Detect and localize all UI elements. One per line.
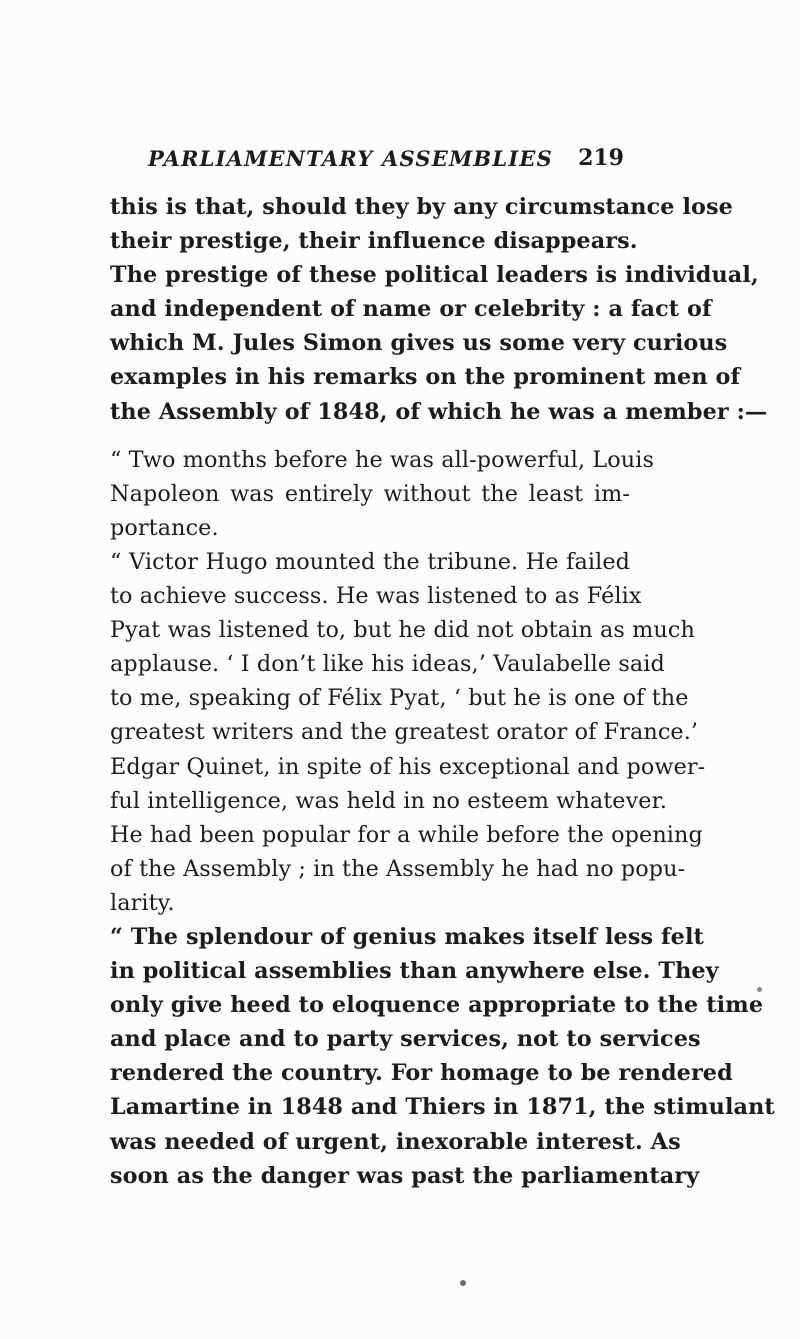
- text-line: the Assembly of 1848, of which he was a member :—: [110, 398, 768, 425]
- quote-line: ful intelligence, was held in no esteem whatever.: [110, 787, 668, 814]
- quote-line: Edgar Quinet, in spite of his exceptional and power-: [110, 753, 706, 780]
- ink-speck: [460, 1280, 466, 1286]
- quote-line: Pyat was listened to, but he did not obtain as much: [110, 617, 695, 644]
- quote-line: was needed of urgent, inexorable interest. As: [110, 1128, 681, 1155]
- page-header: [148, 146, 624, 176]
- quote-line: portance.: [110, 514, 219, 541]
- quote-line: in political assemblies than anywhere else. They: [110, 958, 719, 985]
- quote-line: He had been popular for a while before the opening: [110, 821, 703, 848]
- quote-line: rendered the country. For homage to be rendered: [110, 1060, 733, 1087]
- quote-line: to achieve success. He was listened to as Félix: [110, 583, 642, 610]
- quote-line: “ Two months before he was all-powerful, Louis: [110, 446, 654, 473]
- text-line: this is that, should they by any circumstance lose: [110, 194, 733, 220]
- running-head: PARLIAMENTARY ASSEMBLIES: [148, 146, 553, 171]
- quote-line: larity.: [110, 889, 175, 916]
- paragraph-gap: [110, 429, 630, 443]
- quote-line: applause. ‘ I don’t like his ideas,’ Vaulabelle said: [110, 651, 665, 678]
- quote-line: to me, speaking of Félix Pyat, ‘ but he is one of the: [110, 685, 689, 712]
- page-number: 219: [578, 145, 624, 171]
- quote-line: of the Assembly ; in the Assembly he had no popu-: [110, 855, 686, 882]
- quote-line: greatest writers and the greatest orator of France.’: [110, 719, 699, 746]
- body-text: [110, 190, 775, 1193]
- quote-line: “ Victor Hugo mounted the tribune. He failed: [110, 548, 630, 575]
- text-line: which M. Jules Simon gives us some very curious: [110, 330, 728, 357]
- quote-line: Napoleon was entirely without the least im-: [110, 480, 630, 507]
- text-line: The prestige of these political leaders is individual,: [110, 262, 759, 289]
- ink-speck: [757, 987, 762, 992]
- text-line: examples in his remarks on the prominent men of: [110, 364, 741, 391]
- text-line: their prestige, their influence disappears.: [110, 228, 638, 255]
- quote-line: Lamartine in 1848 and Thiers in 1871, the stimulant: [110, 1094, 775, 1121]
- quote-line: “ The splendour of genius makes itself less felt: [110, 923, 704, 950]
- quote-line: only give heed to eloquence appropriate to the time: [110, 992, 764, 1019]
- quote-line: and place and to party services, not to services: [110, 1026, 701, 1053]
- quote-line: soon as the danger was past the parliamentary: [110, 1162, 700, 1189]
- text-line: and independent of name or celebrity : a fact of: [110, 296, 712, 323]
